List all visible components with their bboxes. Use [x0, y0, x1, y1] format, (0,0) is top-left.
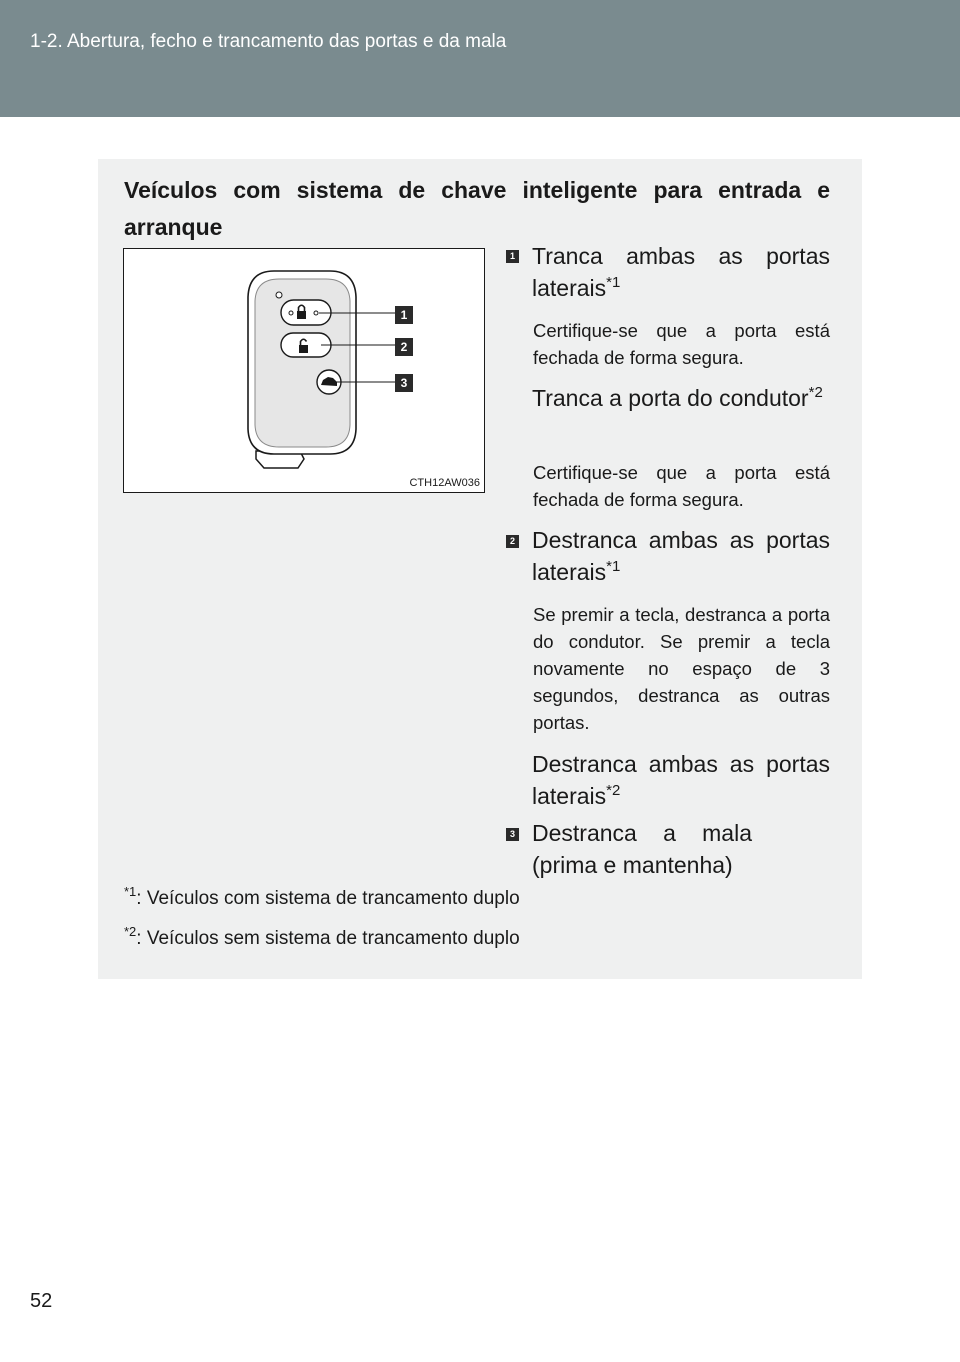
item-description: Certifique-se que a porta está fechada de forma segura. [533, 462, 830, 510]
item-marker-2: 2 [506, 535, 519, 548]
smart-key-icon [124, 249, 486, 494]
item-title [532, 382, 830, 414]
item-title-text: Tranca ambas as portas laterais [532, 243, 830, 301]
figure-code: CTH12AW036 [409, 477, 480, 489]
item-title-text: Destranca a mala (prima e mantenha) [532, 820, 752, 878]
item-marker-1: 1 [506, 250, 519, 263]
item-title-text: Tranca a porta do condutor [532, 385, 809, 411]
item-title [532, 524, 830, 588]
item-note: *2 [606, 782, 621, 799]
item-note: *2 [808, 384, 823, 401]
item-description: Certifique-se que a porta está fechada de forma segura. [533, 320, 830, 368]
page-header [0, 0, 960, 117]
footnote [124, 924, 520, 950]
footnote-mark: *1 [124, 884, 137, 899]
panel-heading: Veículos com sistema de chave inteligente para entrada e arranque [124, 177, 830, 240]
item-marker-3: 3 [506, 828, 519, 841]
item-title-text: Destranca ambas as portas laterais [532, 527, 830, 585]
smart-key-figure [123, 248, 485, 493]
callout-2: 2 [395, 338, 413, 356]
footnote-text: : Veículos sem sistema de trancamento duplo [136, 928, 520, 949]
page-number: 52 [30, 1290, 53, 1312]
callout-3: 3 [395, 374, 413, 392]
item-title [532, 240, 830, 304]
item-title [532, 817, 752, 881]
item-note: *1 [606, 274, 621, 291]
section-title: 1-2. Abertura, fecho e trancamento das portas e da mala [30, 31, 507, 52]
item-description: Se premir a tecla, destranca a porta do condutor. Se premir a tecla novamente no espaço de 3 segundos, destranca as outras portas. [533, 604, 830, 733]
footnote-mark: *2 [124, 924, 137, 939]
item-title-text: Destranca ambas as portas laterais [532, 751, 830, 809]
item-note: *1 [606, 558, 621, 575]
footnote [124, 884, 520, 910]
item-title [532, 748, 830, 812]
callout-1: 1 [395, 306, 413, 324]
footnote-text: : Veículos com sistema de trancamento duplo [136, 888, 520, 909]
